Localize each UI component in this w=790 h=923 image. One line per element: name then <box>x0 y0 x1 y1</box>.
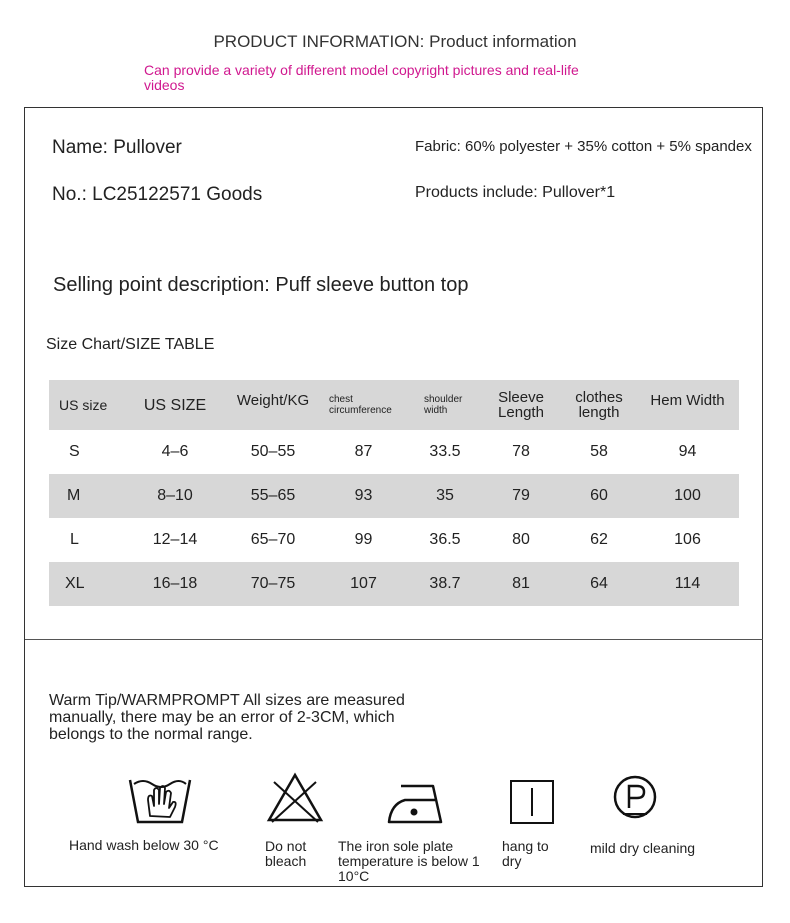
column-header: chest circumference <box>329 394 392 416</box>
size-chart-title: Size Chart/SIZE TABLE <box>46 336 215 353</box>
iron-icon <box>387 782 443 826</box>
no-bleach-icon <box>266 772 324 824</box>
table-cell: 106 <box>674 531 701 548</box>
table-cell: 36.5 <box>429 531 461 548</box>
table-header-row <box>49 380 739 430</box>
table-cell: 55–65 <box>250 487 296 504</box>
table-cell: 93 <box>354 487 373 504</box>
table-cell: 64 <box>590 575 608 592</box>
column-header: US SIZE <box>143 396 207 414</box>
table-cell: 79 <box>512 487 530 504</box>
table-cell: 60 <box>590 487 608 504</box>
table-cell: 87 <box>354 443 373 460</box>
copyright-notice: Can provide a variety of different model copyright pictures and real-life videos <box>144 62 579 93</box>
table-cell: 8–10 <box>157 487 193 504</box>
table-cell: S <box>69 443 80 460</box>
size-table <box>49 380 739 606</box>
column-header: shoulder width <box>424 394 463 416</box>
table-cell: 33.5 <box>429 443 461 460</box>
table-cell: 100 <box>674 487 701 504</box>
care-label-hang-dry: hang to dry <box>502 838 549 869</box>
hang-dry-icon <box>509 779 555 825</box>
care-label-iron: The iron sole plate temperature is below 1 10°C <box>338 838 480 884</box>
table-row <box>49 430 739 474</box>
table-cell: 99 <box>354 531 373 548</box>
product-fabric: Fabric: 60% polyester + 35% cotton + 5% spandex <box>415 138 752 155</box>
column-header: Hem Width <box>650 391 725 409</box>
table-cell: 81 <box>512 575 530 592</box>
hand-wash-icon <box>128 776 192 826</box>
table-cell: 70–75 <box>250 575 296 592</box>
selling-point: Selling point description: Puff sleeve button top <box>53 274 469 296</box>
care-label-hand-wash: Hand wash below 30 °C <box>69 837 219 853</box>
table-cell: 4–6 <box>161 443 189 460</box>
product-name: Name: Pullover <box>52 137 182 158</box>
dry-clean-icon <box>612 774 658 820</box>
column-header: Sleeve Length <box>498 389 544 421</box>
table-cell: 65–70 <box>250 531 296 548</box>
table-cell: 58 <box>590 443 608 460</box>
warm-tip: Warm Tip/WARMPROMPT All sizes are measured manually, there may be an error of 2-3CM, which belongs to the normal range. <box>49 692 405 743</box>
table-row <box>49 518 739 562</box>
table-row <box>49 474 739 518</box>
table-cell: 80 <box>512 531 530 548</box>
table-cell: 16–18 <box>152 575 198 592</box>
table-cell: 78 <box>512 443 530 460</box>
table-cell: XL <box>65 575 85 592</box>
table-cell: 50–55 <box>250 443 296 460</box>
table-row <box>49 562 739 606</box>
table-cell: 38.7 <box>429 575 461 592</box>
table-cell: 94 <box>678 443 697 460</box>
table-cell: 107 <box>350 575 377 592</box>
product-includes: Products include: Pullover*1 <box>415 184 616 201</box>
table-cell: 12–14 <box>152 531 198 548</box>
table-cell: 62 <box>590 531 608 548</box>
column-header: US size <box>59 396 108 413</box>
column-header: Weight/KG <box>236 391 310 409</box>
column-header: clothes length <box>575 389 623 421</box>
table-cell: M <box>67 487 81 504</box>
section-divider <box>25 639 763 640</box>
care-label-no-bleach: Do not bleach <box>265 838 307 869</box>
care-label-dry-clean: mild dry cleaning <box>590 840 696 856</box>
table-cell: L <box>70 531 79 548</box>
product-number: No.: LC25122571 Goods <box>52 184 263 205</box>
page-title: PRODUCT INFORMATION: Product information <box>213 32 577 51</box>
table-cell: 35 <box>436 487 454 504</box>
table-cell: 114 <box>674 575 701 592</box>
